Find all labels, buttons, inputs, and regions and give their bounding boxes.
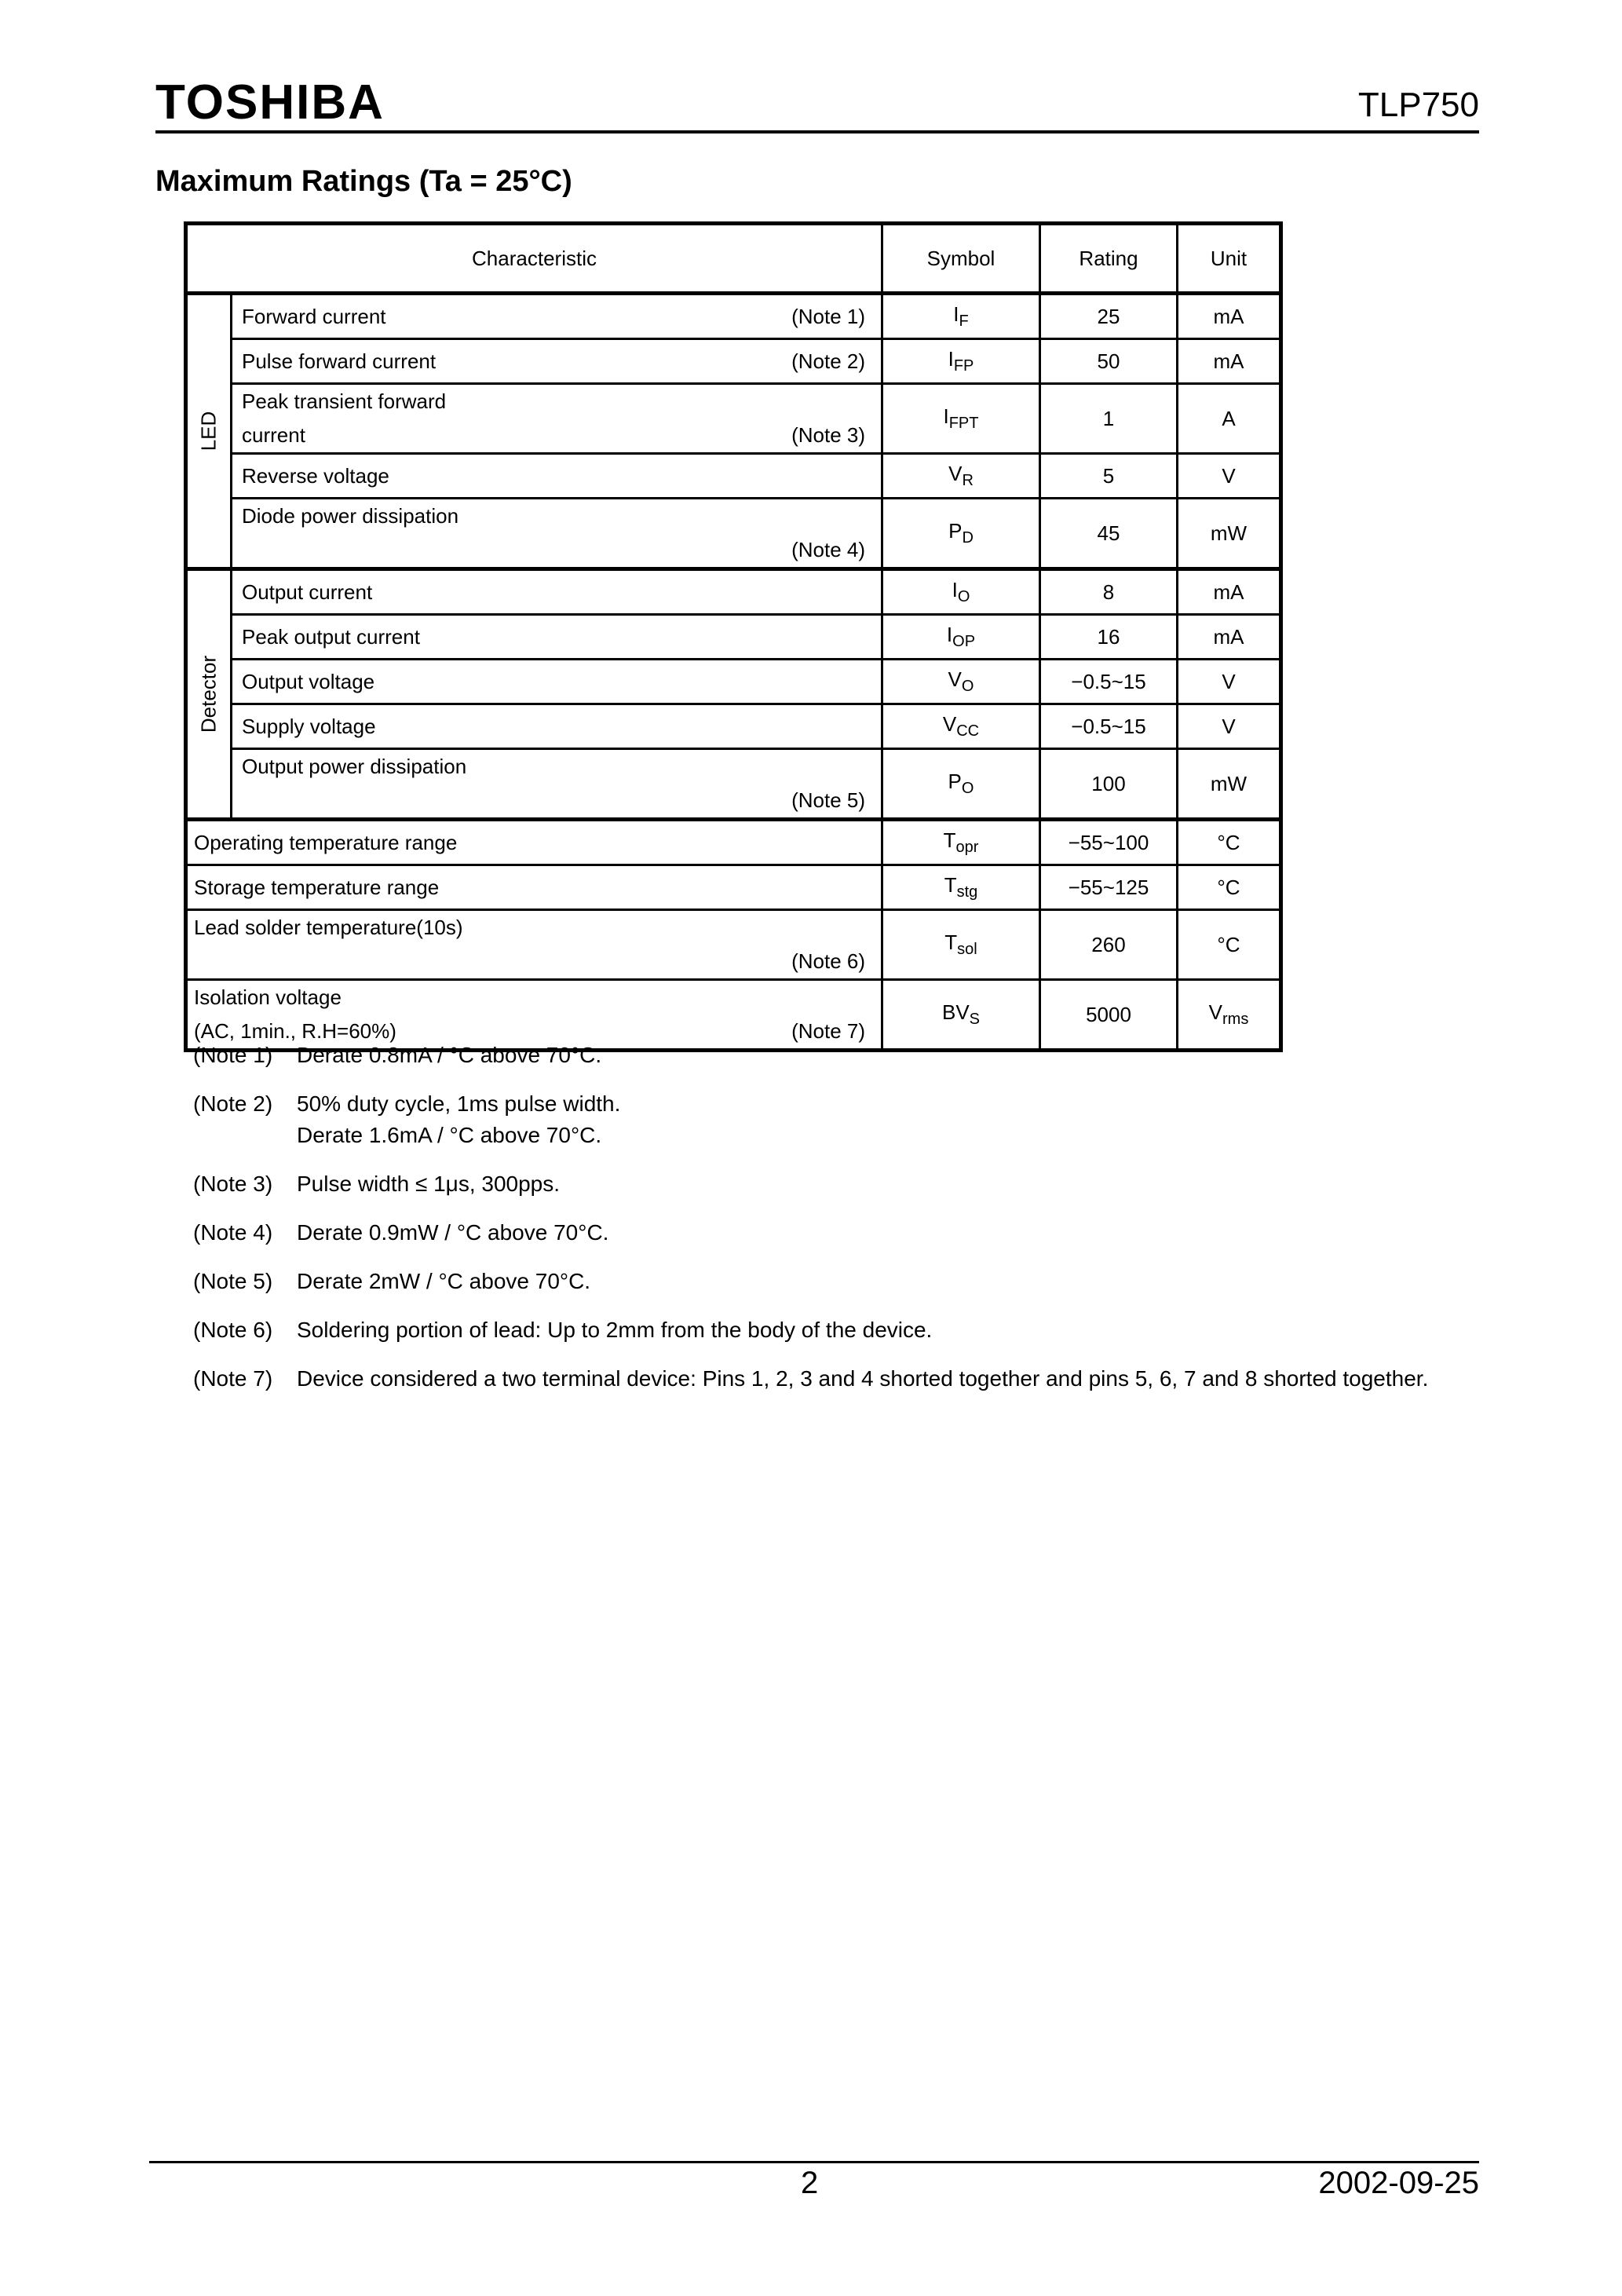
table-row (186, 820, 1281, 865)
table-row (186, 910, 1281, 980)
row-name: Supply voltage (242, 714, 376, 738)
row-name: Storage temperature range (194, 875, 440, 899)
row-name-line2: (AC, 1min., R.H=60%) (194, 1019, 396, 1043)
note-item: (Note 5) Derate 2mW / °C above 70°C. (193, 1269, 591, 1293)
row-rating: 1 (1040, 384, 1178, 454)
row-unit: A (1178, 384, 1281, 454)
row-rating: 45 (1040, 499, 1178, 569)
table-row (186, 294, 1281, 339)
row-symbol: $BV_S$ (882, 980, 1040, 1051)
table-row (186, 865, 1281, 910)
row-symbol: $P_D$ (882, 499, 1040, 569)
row-symbol: $T_{sol}$ (882, 910, 1040, 980)
row-name: Reverse voltage (242, 463, 389, 488)
row-symbol: $I_F$ (882, 294, 1040, 339)
col-header-unit: Unit (1178, 224, 1281, 294)
table-row (186, 384, 1281, 454)
row-symbol: $I_{FPT}$ (882, 384, 1040, 454)
table-row (186, 454, 1281, 499)
note-item: (Note 6) Soldering portion of lead: Up to 2mm from the body of the device. (193, 1318, 933, 1342)
footer-rule (149, 2161, 1479, 2163)
row-symbol: $V_{CC}$ (882, 704, 1040, 749)
row-rating: 16 (1040, 615, 1178, 660)
row-symbol: $V_R$ (882, 454, 1040, 499)
row-name: Peak transient forward (242, 389, 447, 413)
row-unit: V (1178, 454, 1281, 499)
note-item: (Note 1) Derate 0.8mA / °C above 70°C. (193, 1043, 602, 1067)
page-number: 2 (801, 2166, 819, 2200)
row-unit: °C (1178, 865, 1281, 910)
row-name-line2: current (242, 423, 305, 447)
row-unit: mW (1178, 749, 1281, 820)
row-rating: 25 (1040, 294, 1178, 339)
row-name: Peak output current (242, 624, 420, 649)
row-rating: 50 (1040, 339, 1178, 384)
row-note: (Note 2) (791, 349, 865, 373)
row-symbol: $P_O$ (882, 749, 1040, 820)
row-note: (Note 6) (791, 949, 865, 973)
row-name: Forward current (242, 304, 386, 328)
col-header-symbol: Symbol (882, 224, 1040, 294)
row-unit: °C (1178, 910, 1281, 980)
group-label-led: LED (186, 294, 232, 569)
row-note: (Note 5) (791, 788, 865, 812)
row-note: (Note 7) (791, 1019, 865, 1043)
col-header-rating: Rating (1040, 224, 1178, 294)
row-unit: mA (1178, 294, 1281, 339)
row-name: Output voltage (242, 669, 375, 693)
row-name: Output current (242, 579, 373, 604)
table-row (186, 569, 1281, 615)
row-name: Output power dissipation (242, 755, 467, 778)
note-item: (Note 7) Device considered a two terminal device: Pins 1, 2, 3 and 4 shorted together and pins 5, 6, 7 and 8 shorted together. (193, 1366, 1429, 1391)
row-note: (Note 4) (791, 538, 865, 561)
row-rating: 5 (1040, 454, 1178, 499)
group-label-detector: Detector (186, 569, 232, 820)
table-header-row (186, 224, 1281, 294)
row-name: Lead solder temperature(10s) (194, 916, 463, 939)
table-row (186, 499, 1281, 569)
row-rating: −55~100 (1040, 820, 1178, 865)
section-title: Maximum Ratings (Ta = 25°C) (155, 165, 572, 198)
row-rating: 5000 (1040, 980, 1178, 1051)
note-item: (Note 4) Derate 0.9mW / °C above 70°C. (193, 1220, 609, 1245)
row-rating: −55~125 (1040, 865, 1178, 910)
part-number: TLP750 (1357, 86, 1479, 124)
row-name: Pulse forward current (242, 349, 437, 373)
row-rating: −0.5~15 (1040, 660, 1178, 704)
row-name: Isolation voltage (194, 985, 342, 1009)
row-unit: mA (1178, 569, 1281, 615)
row-symbol: $V_O$ (882, 660, 1040, 704)
row-note: (Note 3) (791, 423, 865, 447)
note-item: (Note 2) 50% duty cycle, 1ms pulse width. Derate 1.6mA / °C above 70°C. (193, 1091, 621, 1147)
notes-list (193, 1040, 1496, 1412)
toshiba-logo: TOSHIBA (155, 75, 385, 130)
row-rating: 260 (1040, 910, 1178, 980)
row-unit: mA (1178, 615, 1281, 660)
maximum-ratings-table (184, 221, 1283, 1052)
row-unit: mW (1178, 499, 1281, 569)
row-unit: V (1178, 704, 1281, 749)
row-name: Operating temperature range (194, 830, 458, 854)
row-symbol: $T_{opr}$ (882, 820, 1040, 865)
row-rating: 8 (1040, 569, 1178, 615)
header-rule (155, 130, 1479, 133)
row-rating: −0.5~15 (1040, 704, 1178, 749)
row-unit: mA (1178, 339, 1281, 384)
row-symbol: $T_{stg}$ (882, 865, 1040, 910)
row-symbol: $I_{OP}$ (882, 615, 1040, 660)
row-unit: $V_{rms}$ (1178, 980, 1281, 1051)
table-row (186, 704, 1281, 749)
row-note: (Note 1) (791, 304, 865, 328)
document-date: 2002-09-25 (1318, 2166, 1479, 2200)
row-symbol: $I_{FP}$ (882, 339, 1040, 384)
table-row (186, 615, 1281, 660)
row-unit: °C (1178, 820, 1281, 865)
row-symbol: $I_O$ (882, 569, 1040, 615)
note-item: (Note 3) Pulse width ≤ 1μs, 300pps. (193, 1172, 561, 1196)
table-row (186, 749, 1281, 820)
row-unit: V (1178, 660, 1281, 704)
table-row (186, 660, 1281, 704)
col-header-characteristic: Characteristic (186, 224, 882, 294)
table-row (186, 339, 1281, 384)
row-rating: 100 (1040, 749, 1178, 820)
row-name: Diode power dissipation (242, 504, 459, 528)
